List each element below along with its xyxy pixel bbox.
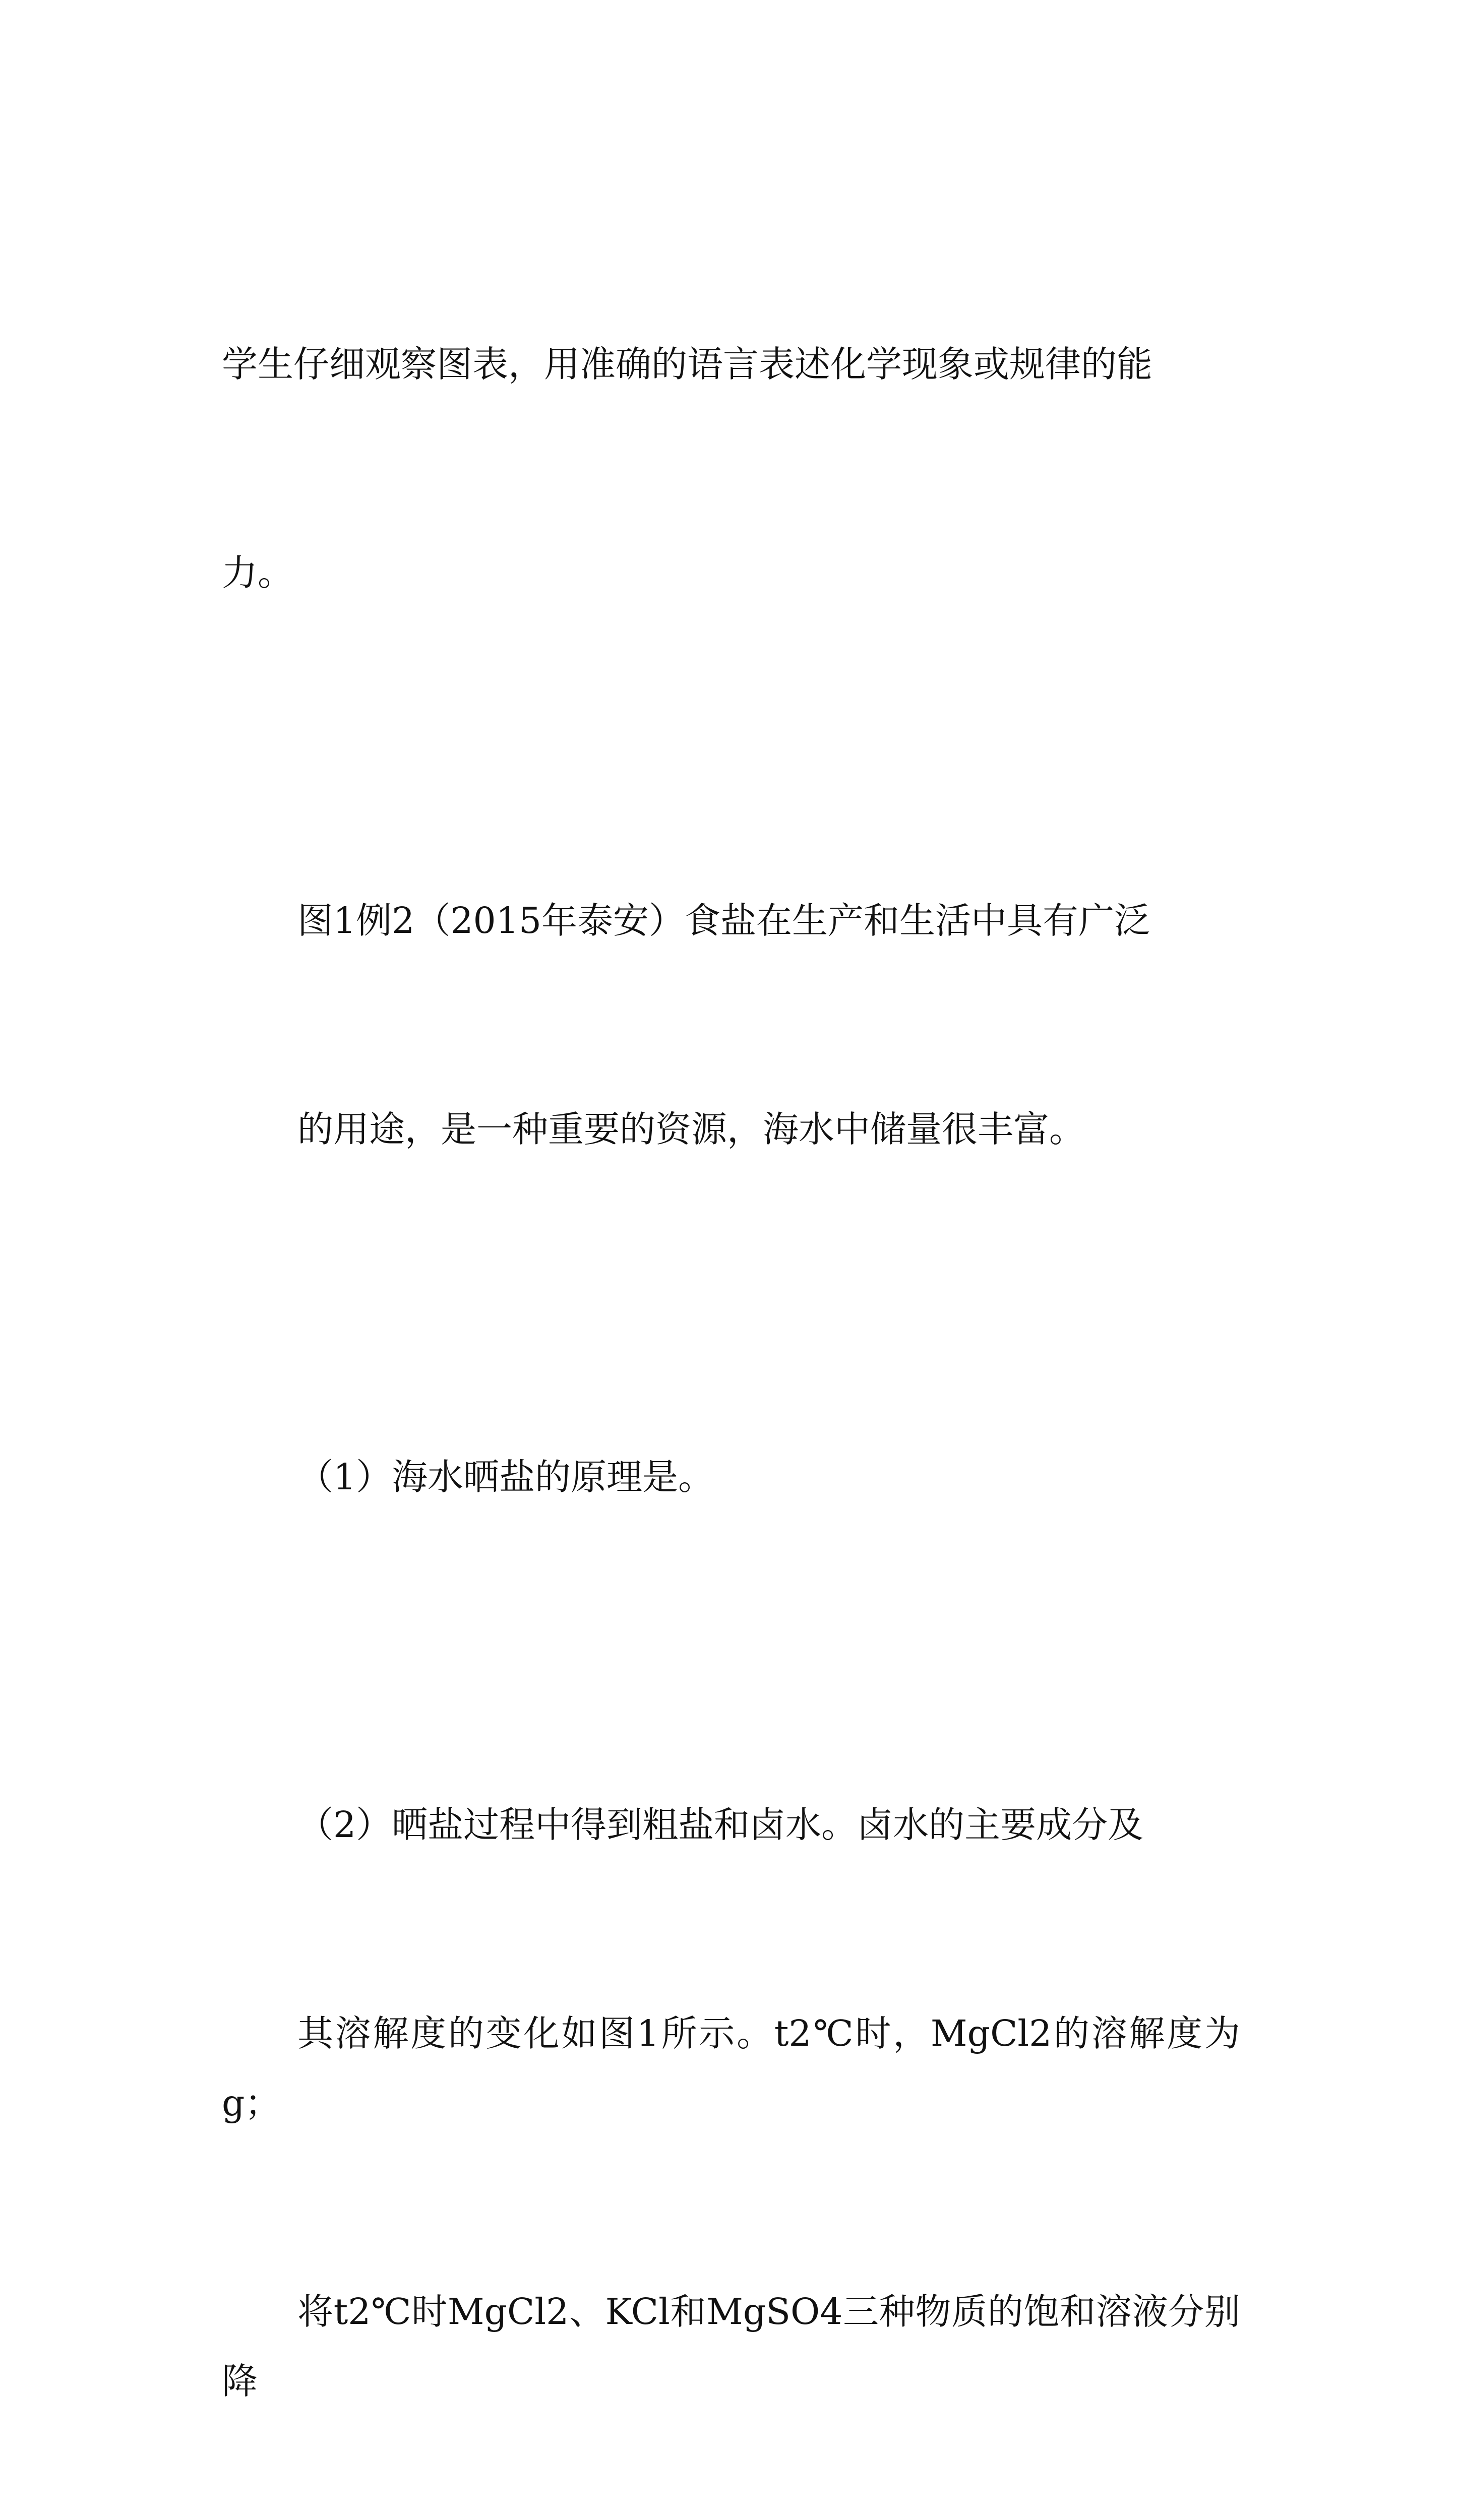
text-line: （2）晒盐过程中得到粗盐和卤水。卤水的主要成分及	[297, 1804, 1144, 1846]
text-line: 的用途，是一种重要的资源，海水中储量很丰富。	[297, 1108, 1085, 1150]
text-line: 力。	[222, 552, 294, 594]
text-line: 其溶解度的变化如图1所示。t2℃时，MgCl2的溶解度为g；	[222, 2012, 1240, 2124]
paragraph-example-2	[222, 747, 1240, 1303]
document-body	[222, 191, 1240, 2520]
text-line: （1）海水晒盐的原理是。	[297, 1456, 714, 1498]
paragraph-question-1	[222, 1303, 1240, 1651]
paragraph-question-2	[222, 1651, 1240, 2520]
text-line: 学生仔细观察图表，用准确的语言表述化学现象或规律的能	[222, 343, 1153, 385]
text-line: 图1例2（2015年泰安）食盐在生产和生活中具有广泛	[297, 900, 1150, 941]
paragraph-intro-continuation	[222, 191, 1240, 747]
text-line: 将t2℃时MgCl2、KCl和MgSO4三种物质的饱和溶液分别降	[222, 2291, 1240, 2402]
